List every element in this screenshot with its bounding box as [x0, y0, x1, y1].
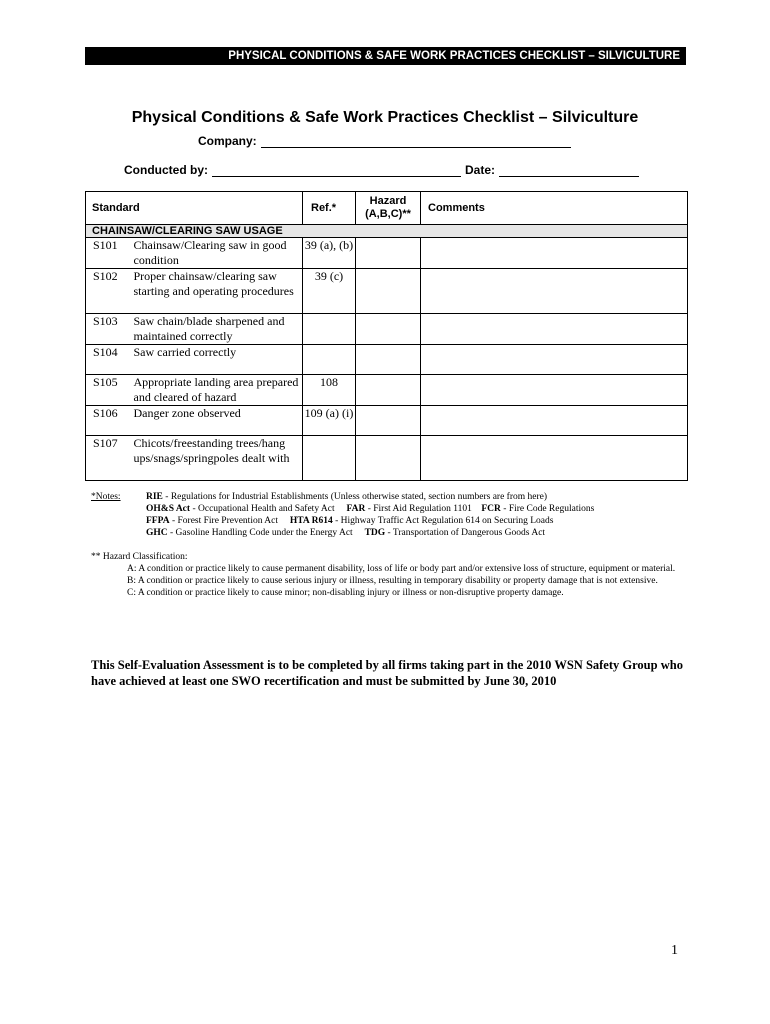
note-line-4: [146, 527, 706, 539]
row-code: S102: [86, 269, 134, 314]
row-standard: Danger zone observed: [134, 406, 303, 436]
conducted-date-row: [124, 163, 639, 177]
section-row: [86, 225, 688, 238]
table-row: [86, 406, 688, 436]
hazard-b: B: A condition or practice likely to cause serious injury or illness, resulting in temporary disability or property damage that is not extensive.: [127, 576, 658, 586]
row-ref: [303, 436, 356, 481]
row-code: S104: [86, 345, 134, 375]
header-standard: Standard: [86, 192, 303, 225]
row-comments-cell[interactable]: [421, 269, 688, 314]
row-standard: Proper chainsaw/clearing saw starting and operating procedures: [134, 269, 303, 314]
row-comments-cell[interactable]: [421, 345, 688, 375]
row-hazard-cell[interactable]: [356, 436, 421, 481]
row-ref: [303, 314, 356, 345]
date-input-line[interactable]: [499, 164, 639, 177]
table-row: [86, 345, 688, 375]
table-row: [86, 436, 688, 481]
row-comments-cell[interactable]: [421, 238, 688, 269]
row-comments-cell[interactable]: [421, 314, 688, 345]
company-input-line[interactable]: [261, 135, 571, 148]
note-far-abbr: FAR: [346, 504, 366, 514]
note-tdg-abbr: TDG: [364, 528, 386, 538]
section-title: CHAINSAW/CLEARING SAW USAGE: [86, 225, 688, 238]
row-hazard-cell[interactable]: [356, 345, 421, 375]
conducted-by-label: Conducted by:: [124, 163, 208, 177]
note-hta-text: - Highway Traffic Act Regulation 614 on Securing Loads: [332, 516, 554, 526]
page-number: 1: [671, 943, 678, 958]
note-rie-abbr: RIE: [146, 492, 163, 502]
row-code: S106: [86, 406, 134, 436]
row-comments-cell[interactable]: [421, 406, 688, 436]
header-comments: Comments: [421, 192, 688, 225]
note-line-1: [146, 491, 706, 503]
row-hazard-cell[interactable]: [356, 269, 421, 314]
table-row: [86, 375, 688, 406]
hazard-title: ** Hazard Classification:: [91, 552, 188, 562]
row-ref: 108: [303, 375, 356, 406]
note-ohs-text: - Occupational Health and Safety Act: [190, 504, 335, 514]
note-fcr-abbr: FCR: [481, 504, 501, 514]
note-tdg-text: - Transportation of Dangerous Goods Act: [385, 528, 546, 538]
note-hta-abbr: HTA R614: [289, 516, 333, 526]
notes-label: *Notes:: [91, 492, 121, 502]
page-title: Physical Conditions & Safe Work Practices Checklist – Silviculture: [131, 109, 639, 126]
header-hazard: Hazard (A,B,C)**: [356, 192, 421, 225]
header-bar: [85, 47, 686, 65]
row-standard: Appropriate landing area prepared and cleared of hazard: [134, 375, 303, 406]
company-field: [198, 134, 571, 148]
note-ohs-abbr: OH&S Act: [146, 504, 191, 514]
row-ref: 109 (a) (i): [303, 406, 356, 436]
hazard-classification: [91, 551, 691, 599]
note-ffpa-text: - Forest Fire Prevention Act: [169, 516, 279, 526]
row-code: S107: [86, 436, 134, 481]
note-line-3: [146, 515, 706, 527]
row-comments-cell[interactable]: [421, 375, 688, 406]
row-hazard-cell[interactable]: [356, 375, 421, 406]
submission-notice: This Self-Evaluation Assessment is to be completed by all firms taking part in the 2010 WSN Safety Group who have achieved at least one SWO recertification and must be submitted by June 30, 2010: [91, 658, 683, 688]
company-label: Company:: [198, 134, 257, 148]
table-row: [86, 238, 688, 269]
note-fcr-text: - Fire Code Regulations: [500, 504, 595, 514]
row-code: S101: [86, 238, 134, 269]
note-ghc-text: - Gasoline Handling Code under the Energy Act: [167, 528, 353, 538]
row-ref: [303, 345, 356, 375]
row-comments-cell[interactable]: [421, 436, 688, 481]
row-standard: Chainsaw/Clearing saw in good condition: [134, 238, 303, 269]
row-hazard-cell[interactable]: [356, 238, 421, 269]
table-row: [86, 314, 688, 345]
date-label: Date:: [465, 163, 496, 177]
note-ffpa-abbr: FFPA: [146, 516, 170, 526]
note-ghc-abbr: GHC: [146, 528, 168, 538]
row-hazard-cell[interactable]: [356, 314, 421, 345]
row-code: S103: [86, 314, 134, 345]
row-ref: 39 (c): [303, 269, 356, 314]
note-line-2: [146, 503, 706, 515]
table-header-row: [86, 192, 688, 225]
header-bar-text: PHYSICAL CONDITIONS & SAFE WORK PRACTICES CHECKLIST – SILVICULTURE: [228, 50, 680, 62]
row-standard: Saw carried correctly: [134, 345, 303, 375]
table-row: [86, 269, 688, 314]
header-ref: Ref.*: [303, 192, 356, 225]
conducted-by-input-line[interactable]: [212, 164, 461, 177]
row-standard: Chicots/freestanding trees/hang ups/snags/springpoles dealt with: [134, 436, 303, 481]
hazard-c: C: A condition or practice likely to cause minor; non-disabling injury or illness or non-disruptive property damage.: [127, 588, 564, 598]
row-hazard-cell[interactable]: [356, 406, 421, 436]
row-ref: 39 (a), (b): [303, 238, 356, 269]
checklist-table: [85, 191, 688, 481]
row-standard: Saw chain/blade sharpened and maintained correctly: [134, 314, 303, 345]
note-far-text: - First Aid Regulation 1101: [365, 504, 472, 514]
hazard-a: A: A condition or practice likely to cause permanent disability, loss of life or body part and/or extensive loss of structure, equipment or material.: [127, 564, 676, 574]
row-code: S105: [86, 375, 134, 406]
note-rie-text: - Regulations for Industrial Establishments (Unless otherwise stated, section numbers are from here): [162, 492, 548, 502]
